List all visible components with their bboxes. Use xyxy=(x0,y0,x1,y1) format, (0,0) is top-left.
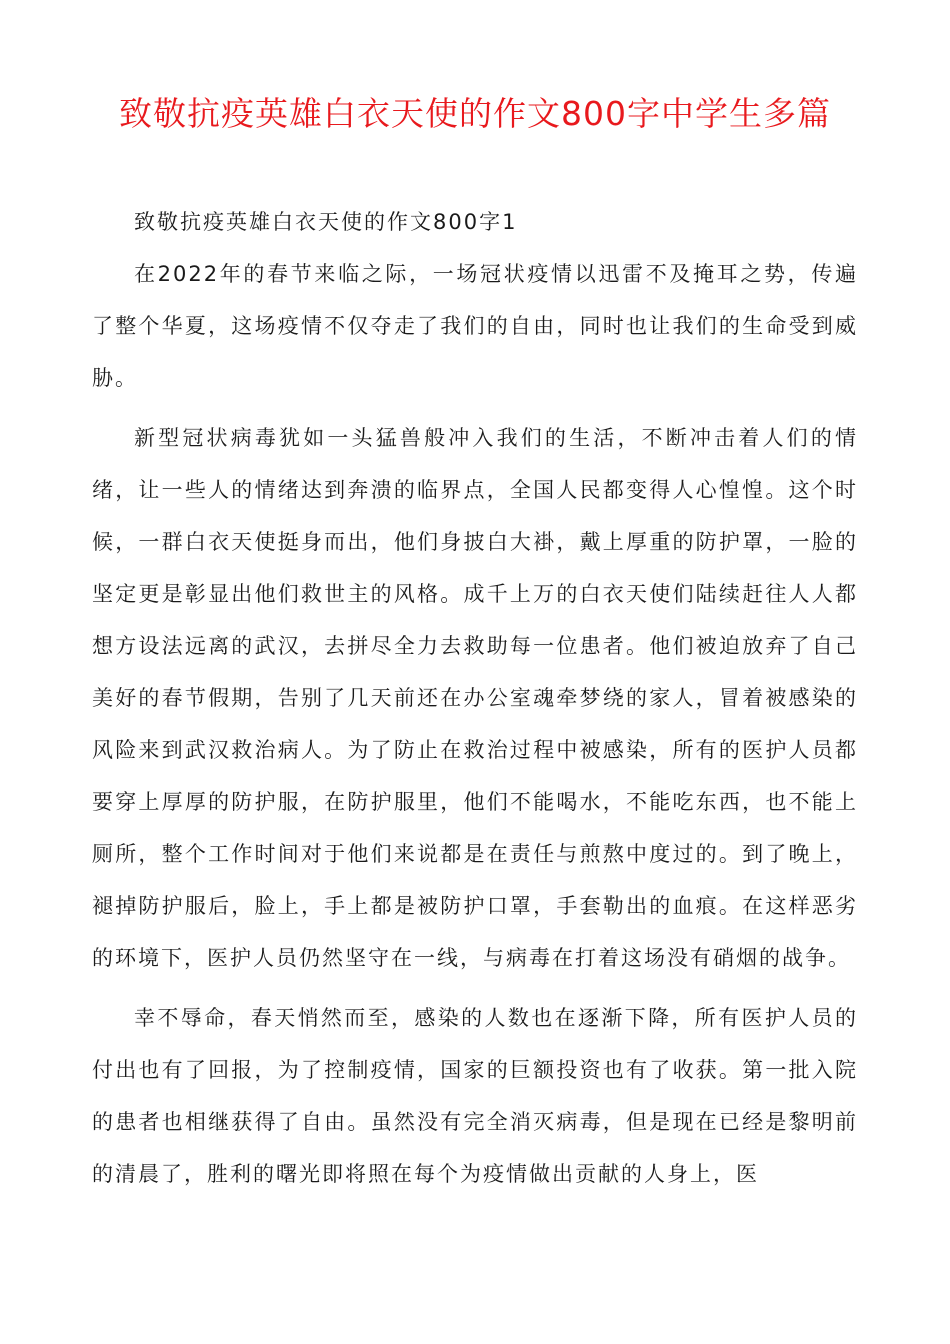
paragraph-3: 幸不辱命，春天悄然而至，感染的人数也在逐渐下降，所有医护人员的付出也有了回报，为了控制疫情，国家的巨额投资也有了收获。第一批入院的患者也相继获得了自由。虽然没有完全消灭病毒，但是现在已经是黎明前的清晨了，胜利的曙光即将照在每个为疫情做出贡献的人身上，医 xyxy=(92,1006,858,1186)
document-body xyxy=(92,196,858,1208)
section-subheading: 致敬抗疫英雄白衣天使的作文800字1 xyxy=(134,210,518,234)
document-title: 致敬抗疫英雄白衣天使的作文800字中学生多篇 xyxy=(119,94,831,133)
paragraph-2: 新型冠状病毒犹如一头猛兽般冲入我们的生活，不断冲击着人们的情绪，让一些人的情绪达到奔溃的临界点，全国人民都变得人心惶惶。这个时候，一群白衣天使挺身而出，他们身披白大褂，戴上厚重的防护罩，一脸的坚定更是彰显出他们救世主的风格。成千上万的白衣天使们陆续赶往人人都想方设法远离的武汉，去拼尽全力去救助每一位患者。他们被迫放弃了自己美好的春节假期，告别了几天前还在办公室魂牵梦绕的家人，冒着被感染的风险来到武汉救治病人。为了防止在救治过程中被感染，所有的医护人员都要穿上厚厚的防护服，在防护服里，他们不能喝水，不能吃东西，也不能上厕所，整个工作时间对于他们来说都是在责任与煎熬中度过的。到了晚上，褪掉防护服后，脸上，手上都是被防护口罩，手套勒出的血痕。在这样恶劣的环境下，医护人员仍然坚守在一线，与病毒在打着这场没有硝烟的战争。 xyxy=(92,426,858,970)
paragraph-1: 在2022年的春节来临之际，一场冠状疫情以迅雷不及掩耳之势，传遍了整个华夏，这场疫情不仅夺走了我们的自由，同时也让我们的生命受到威胁。 xyxy=(92,262,858,390)
